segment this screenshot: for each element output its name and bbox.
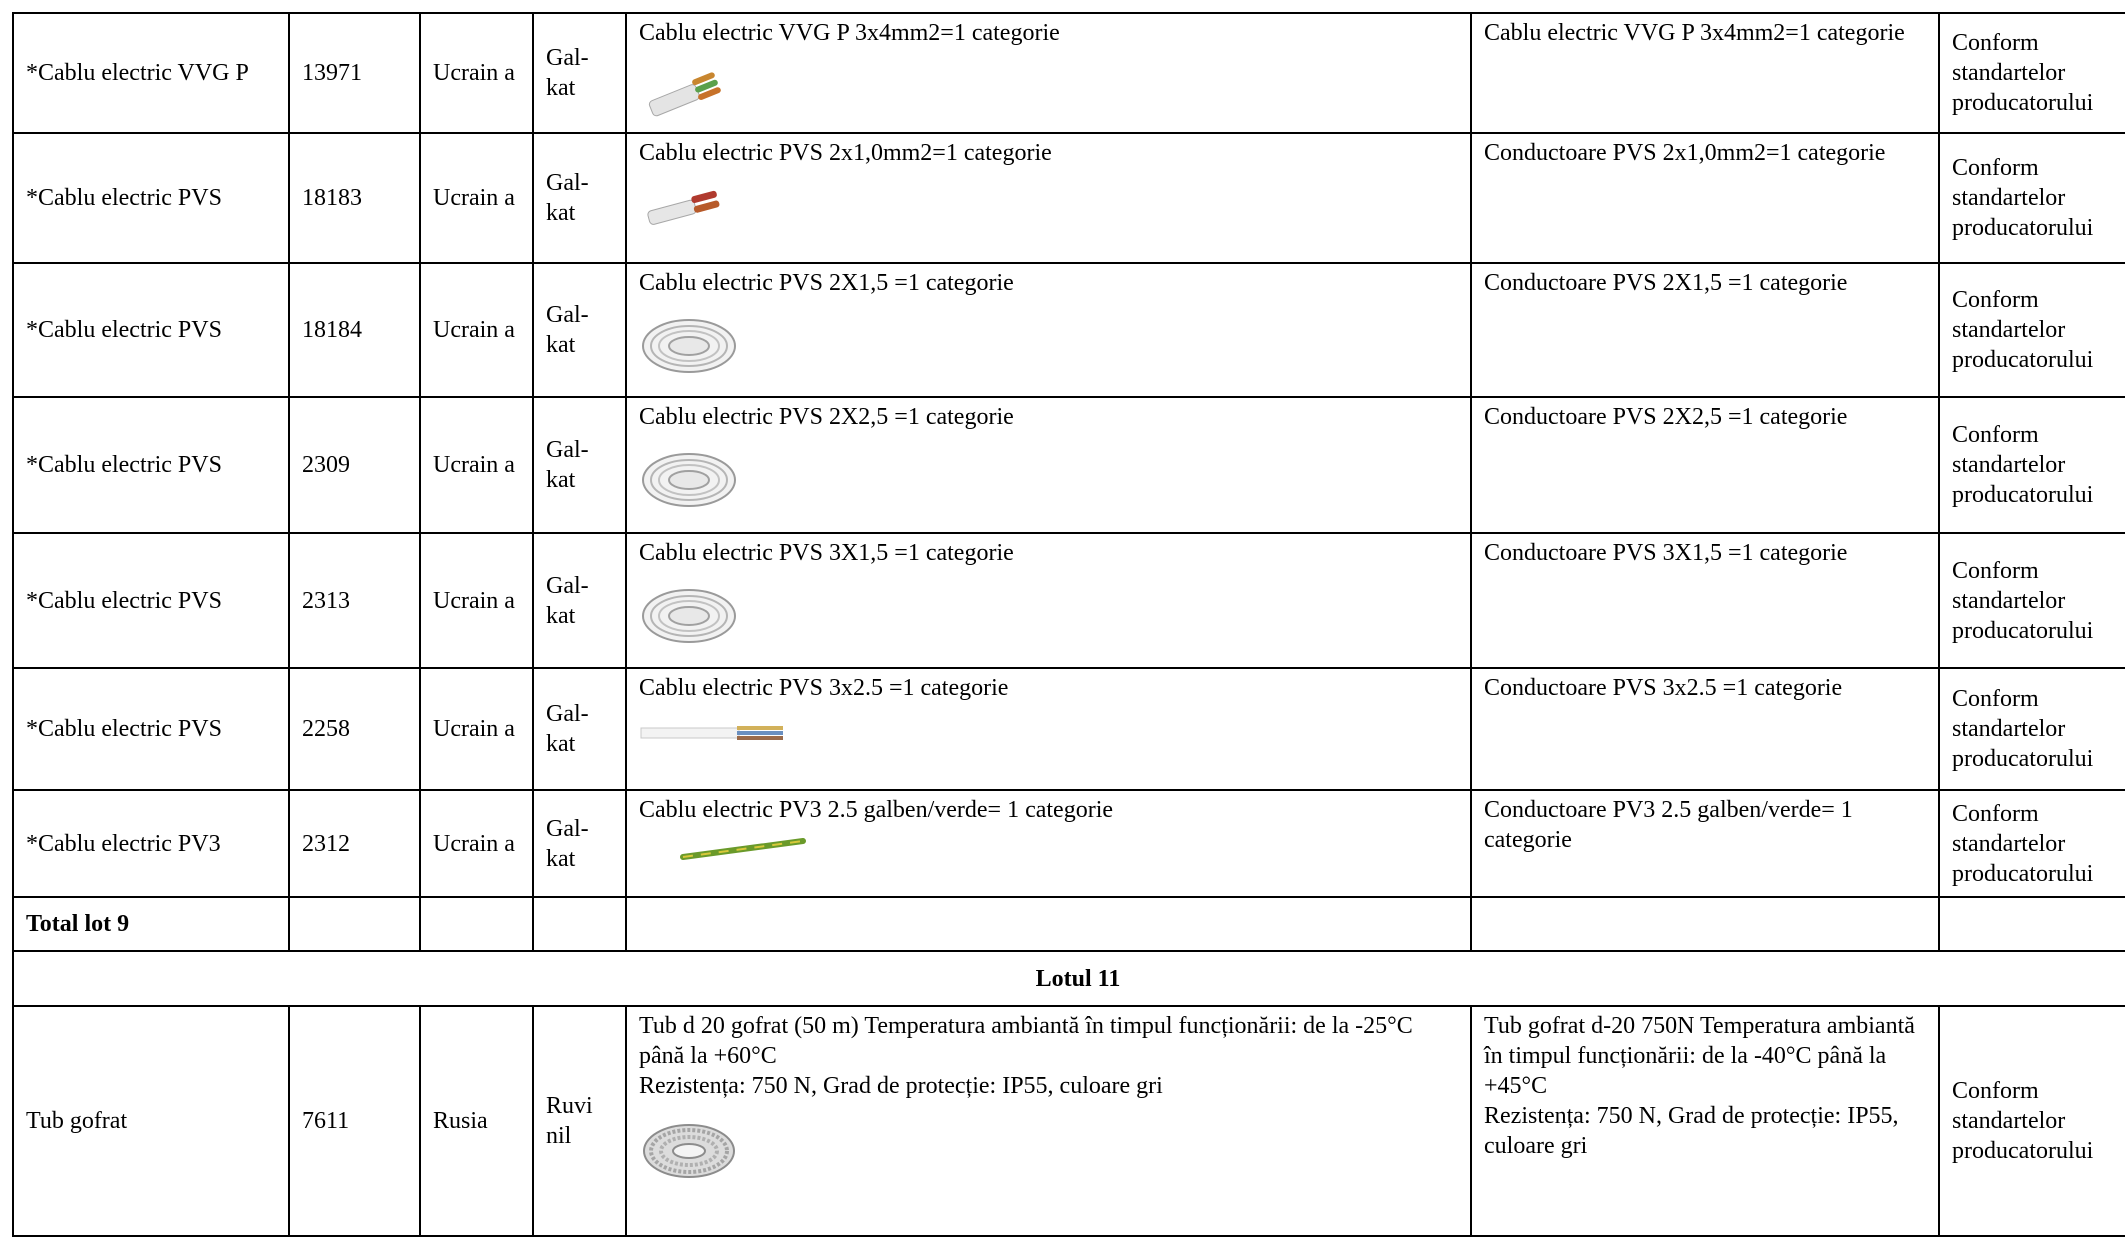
description-text: Cablu electric PVS 2x1,0mm2=1 categorie	[639, 140, 1052, 166]
empty-cell	[1939, 897, 2125, 951]
code-cell: 2313	[289, 533, 420, 668]
country-cell: Ucrain a	[420, 790, 533, 897]
total-row	[13, 897, 2125, 951]
conformity-cell: Conform standartelor producatorului	[1939, 533, 2125, 668]
country-cell: Rusia	[420, 1006, 533, 1236]
code-cell: 13971	[289, 13, 420, 133]
specification-table	[12, 12, 2125, 1237]
flat-2-core-cable-image	[639, 182, 729, 232]
country-cell: Ucrain a	[420, 263, 533, 397]
description-cell	[626, 13, 1471, 133]
country-cell: Ucrain a	[420, 133, 533, 263]
empty-cell	[289, 897, 420, 951]
table-row	[13, 790, 2125, 897]
offer-cell: Conductoare PVS 2x1,0mm2=1 categorie	[1471, 133, 1939, 263]
cable-coil-image	[639, 312, 739, 376]
offer-cell: Conductoare PV3 2.5 galben/verde= 1 categorie	[1471, 790, 1939, 897]
corrugated-tube-coil-image	[639, 1115, 739, 1181]
empty-cell	[626, 897, 1471, 951]
code-cell: 18183	[289, 133, 420, 263]
description-cell	[626, 790, 1471, 897]
conformity-cell: Conform standartelor producatorului	[1939, 263, 2125, 397]
conformity-cell: Conform standartelor producatorului	[1939, 790, 2125, 897]
conformity-cell: Conform standartelor producatorului	[1939, 1006, 2125, 1236]
producer-cell: Gal- kat	[533, 397, 626, 533]
product-name-cell: *Cablu electric PVS	[13, 133, 289, 263]
product-name-cell: *Cablu electric VVG P	[13, 13, 289, 133]
table-row	[13, 533, 2125, 668]
code-cell: 2309	[289, 397, 420, 533]
round-cable-image	[639, 717, 789, 747]
table-row	[13, 668, 2125, 790]
code-cell: 7611	[289, 1006, 420, 1236]
product-name-cell: *Cablu electric PVS	[13, 668, 289, 790]
lot-heading: Lotul 11	[13, 951, 2125, 1006]
description-cell	[626, 133, 1471, 263]
producer-cell: Gal- kat	[533, 533, 626, 668]
producer-cell: Gal- kat	[533, 263, 626, 397]
description-cell	[626, 397, 1471, 533]
product-name-cell: *Cablu electric PVS	[13, 533, 289, 668]
code-cell: 2258	[289, 668, 420, 790]
conformity-cell: Conform standartelor producatorului	[1939, 397, 2125, 533]
conformity-cell: Conform standartelor producatorului	[1939, 668, 2125, 790]
conformity-cell: Conform standartelor producatorului	[1939, 13, 2125, 133]
empty-cell	[1471, 897, 1939, 951]
empty-cell	[420, 897, 533, 951]
description-text: Cablu electric PVS 3x2.5 =1 categorie	[639, 675, 1009, 701]
country-cell: Ucrain a	[420, 668, 533, 790]
country-cell: Ucrain a	[420, 533, 533, 668]
description-text: Cablu electric PVS 2X2,5 =1 categorie	[639, 404, 1014, 430]
description-cell	[626, 533, 1471, 668]
total-label: Total lot 9	[13, 897, 289, 951]
table-row	[13, 397, 2125, 533]
offer-cell	[1471, 1006, 1939, 1236]
empty-cell	[533, 897, 626, 951]
offer-cell: Conductoare PVS 2X1,5 =1 categorie	[1471, 263, 1939, 397]
description-cell	[626, 263, 1471, 397]
yellow-green-wire-image	[679, 833, 809, 863]
description-text: Cablu electric PVS 3X1,5 =1 categorie	[639, 540, 1014, 566]
code-cell: 2312	[289, 790, 420, 897]
producer-cell: Gal- kat	[533, 133, 626, 263]
producer-cell: Ruvi nil	[533, 1006, 626, 1236]
table-row	[13, 13, 2125, 133]
description-text: Cablu electric PV3 2.5 galben/verde= 1 categorie	[639, 797, 1114, 823]
description-text: Tub d 20 gofrat (50 m) Temperatura ambiantă în timpul funcționării: de la -25°C până la +60°C Rezistența: 750 N, Grad de protecție: IP55, culoare gri	[639, 1013, 1413, 1099]
product-name-cell: *Cablu electric PVS	[13, 397, 289, 533]
table-row	[13, 133, 2125, 263]
producer-cell: Gal- kat	[533, 668, 626, 790]
offer-cell: Conductoare PVS 3x2.5 =1 categorie	[1471, 668, 1939, 790]
description-cell	[626, 1006, 1471, 1236]
conformity-cell: Conform standartelor producatorului	[1939, 133, 2125, 263]
offer-cell: Conductoare PVS 3X1,5 =1 categorie	[1471, 533, 1939, 668]
producer-cell: Gal- kat	[533, 13, 626, 133]
offer-text: Tub gofrat d-20 750N Temperatura ambiantă în timpul funcționării: de la -40°C până la +45°C Rezistența: 750 N, Grad de protecție: IP55, culoare gri	[1484, 1013, 1915, 1159]
table-row	[13, 263, 2125, 397]
description-text: Cablu electric VVG P 3x4mm2=1 categorie	[639, 20, 1060, 46]
lot-heading-row	[13, 951, 2125, 1006]
code-cell: 18184	[289, 263, 420, 397]
cable-coil-image	[639, 582, 739, 646]
description-cell	[626, 668, 1471, 790]
offer-cell: Cablu electric VVG P 3x4mm2=1 categorie	[1471, 13, 1939, 133]
product-name-cell: *Cablu electric PVS	[13, 263, 289, 397]
table-row	[13, 1006, 2125, 1236]
offer-cell: Conductoare PVS 2X2,5 =1 categorie	[1471, 397, 1939, 533]
producer-cell: Gal- kat	[533, 790, 626, 897]
product-name-cell: *Cablu electric PV3	[13, 790, 289, 897]
product-name-cell: Tub gofrat	[13, 1006, 289, 1236]
country-cell: Ucrain a	[420, 13, 533, 133]
description-text: Cablu electric PVS 2X1,5 =1 categorie	[639, 270, 1014, 296]
country-cell: Ucrain a	[420, 397, 533, 533]
flat-3-core-cable-image	[639, 62, 729, 122]
cable-coil-image	[639, 446, 739, 510]
